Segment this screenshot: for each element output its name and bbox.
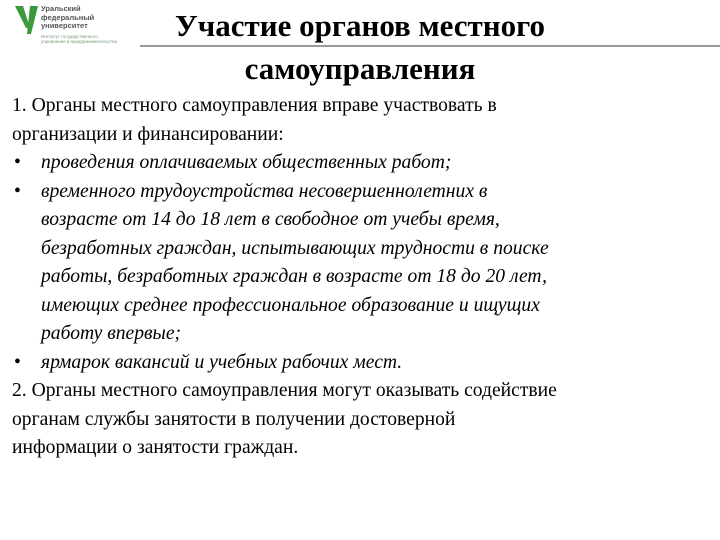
- text-line: работы, безработных граждан в возрасте от 18 до 20 лет,: [41, 266, 547, 287]
- slide-body: [12, 92, 712, 463]
- text-line: работу впервые;: [41, 323, 182, 344]
- title-divider: [140, 45, 720, 47]
- slide-title: [130, 4, 590, 90]
- bullet-item: [12, 178, 712, 349]
- logo-university-name: [41, 5, 137, 31]
- university-logo: [14, 4, 134, 48]
- paragraph-2: [12, 377, 712, 463]
- text-line: информации о занятости граждан.: [12, 437, 299, 458]
- bullet-marker: •: [14, 351, 21, 373]
- logo-name-line: федеральный: [41, 12, 95, 22]
- bullet-item: [12, 349, 712, 378]
- logo-institute-name: [41, 34, 137, 44]
- bullet-list: [12, 149, 712, 377]
- title-line: самоуправления: [244, 51, 476, 86]
- text-line: 1. Органы местного самоуправления вправе участвовать в: [12, 95, 497, 116]
- logo-sub-line: управления и предпринимательства: [41, 39, 117, 45]
- text-line: возрасте от 14 до 18 лет в свободное от учебы время,: [41, 209, 500, 230]
- title-line: Участие органов местного: [175, 8, 545, 43]
- urfu-emblem-icon: [14, 4, 40, 38]
- bullet-marker: •: [14, 180, 21, 202]
- bullet-marker: •: [14, 152, 21, 173]
- text-line: организации и финансировании:: [12, 123, 284, 145]
- text-line: органам службы занятости в получении достоверной: [12, 408, 456, 430]
- text-line: ярмарок вакансий и учебных рабочих мест.: [41, 351, 403, 373]
- bullet-item: [12, 149, 712, 178]
- text-line: имеющих среднее профессиональное образование и ищущих: [41, 294, 540, 316]
- paragraph-1: [12, 92, 712, 149]
- logo-name-line: университет: [41, 21, 88, 31]
- logo-sub-line: Институт государственного: [41, 33, 98, 39]
- logo-name-line: Уральский: [41, 4, 81, 13]
- text-line: проведения оплачиваемых общественных работ;: [41, 152, 452, 173]
- text-line: 2. Органы местного самоуправления могут оказывать содействие: [12, 380, 557, 401]
- text-line: безработных граждан, испытывающих трудности в поиске: [41, 237, 549, 259]
- text-line: временного трудоустройства несовершеннолетних в: [41, 180, 488, 202]
